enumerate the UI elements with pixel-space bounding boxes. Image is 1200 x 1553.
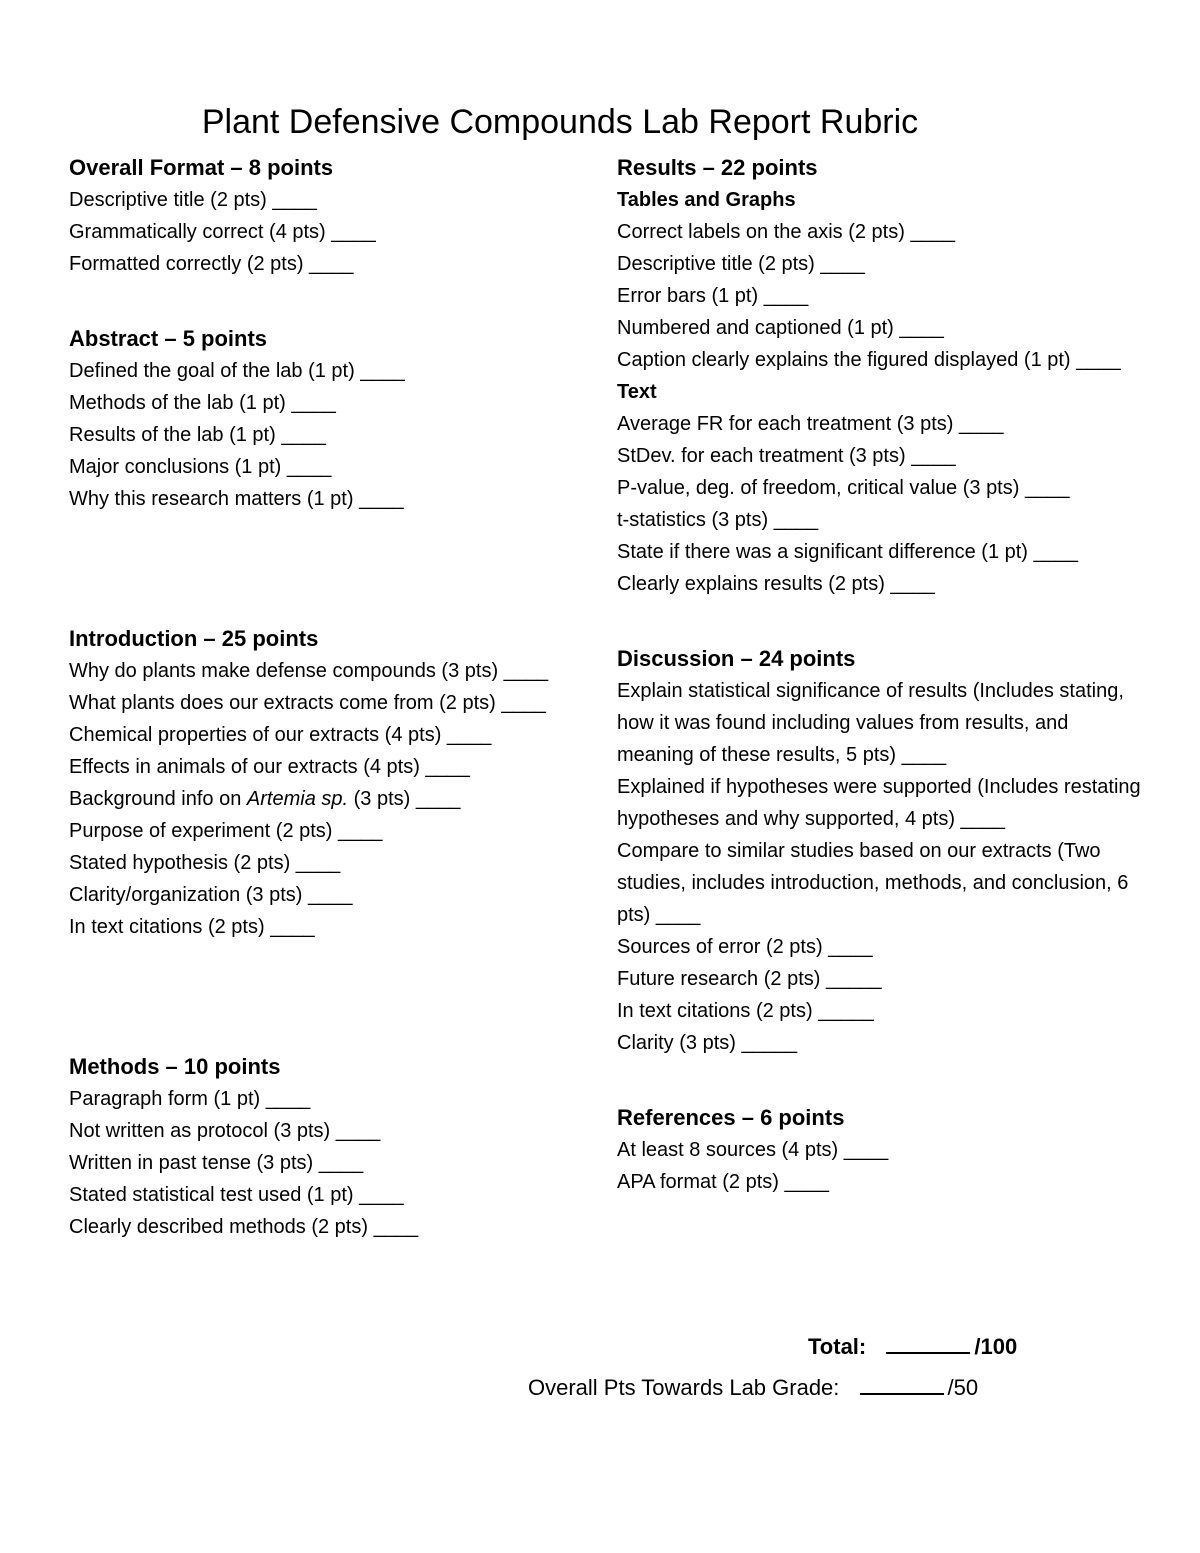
overall-points-suffix: /50 [947,1375,979,1400]
artemia-species: Artemia sp. [246,788,349,810]
rubric-item: Results of the lab (1 pt) ____ [69,424,326,446]
rubric-item: StDev. for each treatment (3 pts) ____ [617,445,956,467]
section-heading: References – 6 points [617,1105,845,1130]
rubric-item: t-statistics (3 pts) ____ [617,509,819,531]
rubric-item: Clearly described methods (2 pts) ____ [69,1216,419,1238]
rubric-item: State if there was a significant difference (1 pt) ____ [617,541,1079,563]
section-heading: Introduction – 25 points [69,626,319,651]
section-heading: Results – 22 points [617,155,818,180]
rubric-item: Compare to similar studies based on our extracts (Two studies, includes introduction, methods, and conclusion, 6 pts) ____ [617,840,1129,926]
rubric-item: Chemical properties of our extracts (4 pts) ____ [69,724,492,746]
subsection-heading: Tables and Graphs [617,189,796,211]
rubric-item: Explain statistical significance of results (Includes stating, how it was found including values from results, and meaning of these results, 5 pts) ____ [617,680,1124,766]
page-title: Plant Defensive Compounds Lab Report Rubric [201,103,919,141]
rubric-item: In text citations (2 pts) _____ [617,1000,874,1022]
rubric-item: Purpose of experiment (2 pts) ____ [69,820,383,842]
overall-points-blank[interactable] [860,1373,944,1395]
rubric-item: Clarity/organization (3 pts) ____ [69,884,353,906]
rubric-item: Written in past tense (3 pts) ____ [69,1152,364,1174]
rubric-item: Effects in animals of our extracts (4 pts) ____ [69,756,470,778]
rubric-item: Grammatically correct (4 pts) ____ [69,221,376,243]
rubric-item: Error bars (1 pt) ____ [617,285,809,307]
section-heading: Discussion – 24 points [617,646,856,671]
rubric-item: Descriptive title (2 pts) ____ [69,189,317,211]
section-heading: Abstract – 5 points [69,326,268,351]
rubric-item: Caption clearly explains the figured displayed (1 pt) ____ [617,349,1121,371]
rubric-item: Stated hypothesis (2 pts) ____ [69,852,341,874]
section-heading: Overall Format – 8 points [69,155,334,180]
rubric-item: APA format (2 pts) ____ [617,1171,829,1193]
artemia-prefix: Background info on [69,788,247,810]
rubric-item: Why this research matters (1 pt) ____ [69,488,404,510]
rubric-item: Paragraph form (1 pt) ____ [69,1088,311,1110]
rubric-item: Methods of the lab (1 pt) ____ [69,392,336,414]
rubric-item: Formatted correctly (2 pts) ____ [69,253,354,275]
total-label: Total: [808,1334,867,1359]
rubric-item: At least 8 sources (4 pts) ____ [617,1139,889,1161]
rubric-item: What plants does our extracts come from (2 pts) ____ [69,692,546,714]
rubric-item: In text citations (2 pts) ____ [69,916,315,938]
total-blank[interactable] [886,1332,970,1354]
rubric-item: Why do plants make defense compounds (3 pts) ____ [69,660,549,682]
rubric-item: Numbered and captioned (1 pt) ____ [617,317,944,339]
rubric-item: Correct labels on the axis (2 pts) ____ [617,221,955,243]
rubric-item: Clearly explains results (2 pts) ____ [617,573,935,595]
rubric-item: Sources of error (2 pts) ____ [617,936,873,958]
rubric-item: Explained if hypotheses were supported (Includes restating hypotheses and why supported, 4 pts) ____ [617,776,1141,830]
overall-points-row [528,1368,978,1408]
rubric-item: Clarity (3 pts) _____ [617,1032,798,1054]
rubric-item: P-value, deg. of freedom, critical value (3 pts) ____ [617,477,1070,499]
section-heading: Methods – 10 points [69,1054,281,1079]
rubric-item: Average FR for each treatment (3 pts) ____ [617,413,1004,435]
artemia-suffix: (3 pts) ____ [348,788,461,810]
overall-points-label: Overall Pts Towards Lab Grade: [528,1375,840,1400]
subsection-heading: Text [617,381,657,403]
rubric-item: Stated statistical test used (1 pt) ____ [69,1184,404,1206]
rubric-item: Future research (2 pts) _____ [617,968,882,990]
total-row [808,1327,1017,1367]
rubric-item: Not written as protocol (3 pts) ____ [69,1120,381,1142]
rubric-item: Defined the goal of the lab (1 pt) ____ [69,360,405,382]
rubric-item: Descriptive title (2 pts) ____ [617,253,865,275]
rubric-item: Major conclusions (1 pt) ____ [69,456,332,478]
total-suffix: /100 [974,1334,1018,1359]
